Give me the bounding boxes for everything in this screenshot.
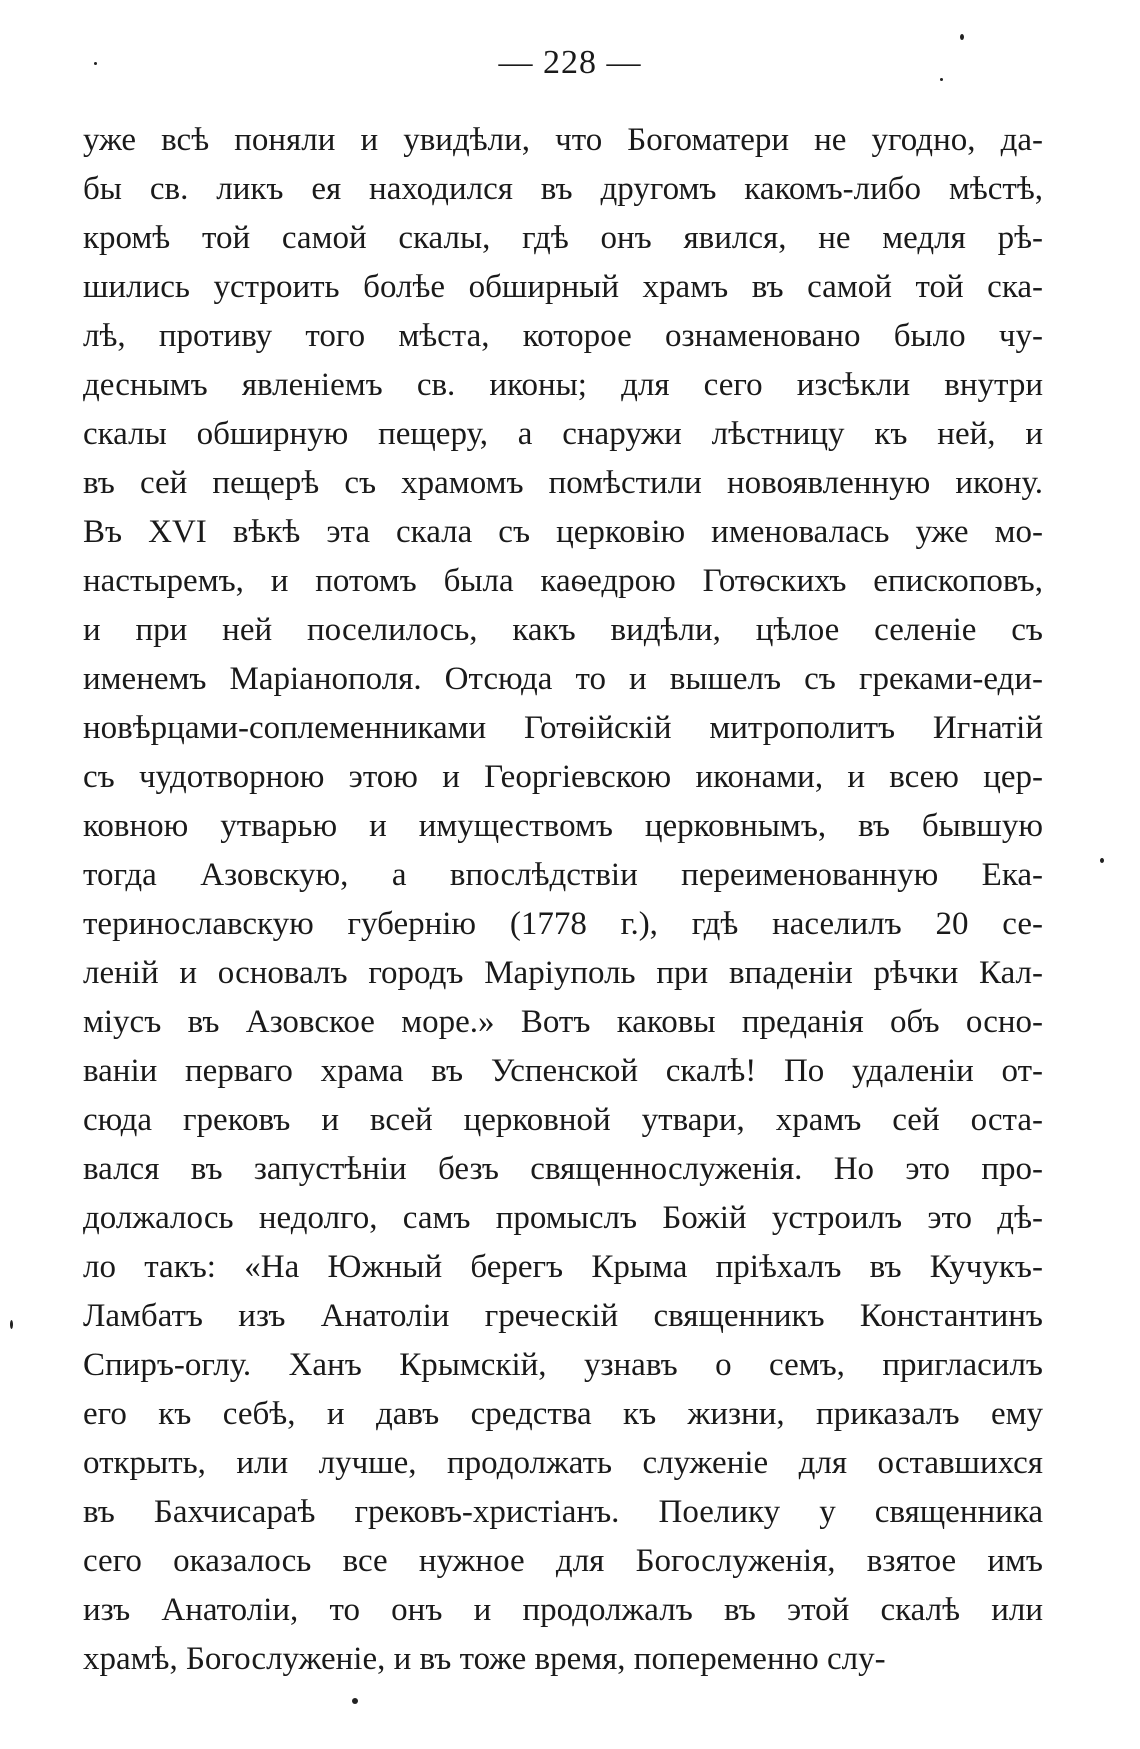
text-line: бы св. ликъ ея находился въ другомъ какомъ-либо мѣстѣ, <box>83 171 1043 207</box>
scan-speck <box>352 1698 358 1704</box>
text-line: его къ себѣ, и давъ средства къ жизни, приказалъ ему <box>83 1396 1043 1432</box>
text-line: новѣрцами-соплеменниками Готѳійскій митрополитъ Игнатій <box>83 710 1043 746</box>
scan-speck <box>10 1320 13 1329</box>
text-line: ло такъ: «На Южный берегъ Крыма пріѣхалъ въ Кучукъ- <box>83 1249 1043 1285</box>
page-number: — 228 — <box>498 44 642 81</box>
text-line: ковною утварью и имуществомъ церковнымъ, въ бывшую <box>83 808 1043 844</box>
text-line: Спиръ-оглу. Ханъ Крымскій, узнавъ о семъ, пригласилъ <box>83 1347 1043 1383</box>
text-line: кромѣ той самой скалы, гдѣ онъ явился, не медля рѣ- <box>83 220 1043 256</box>
scan-speck <box>960 34 964 40</box>
text-line: именемъ Маріанополя. Отсюда то и вышелъ съ греками-еди- <box>83 661 1043 697</box>
text-line: въ Бахчисараѣ грековъ-христіанъ. Поелику у священника <box>83 1494 1043 1530</box>
text-line: сюда грековъ и всей церковной утвари, храмъ сей оста- <box>83 1102 1043 1138</box>
text-line: тогда Азовскую, а впослѣдствіи переименованную Ека- <box>83 857 1043 893</box>
text-line: изъ Анатоліи, то онъ и продолжалъ въ этой скалѣ или <box>83 1592 1043 1628</box>
text-line: Въ XVI вѣкѣ эта скала съ церковію именовалась уже мо- <box>83 514 1043 550</box>
text-line: теринославскую губернію (1778 г.), гдѣ населилъ 20 се- <box>83 906 1043 942</box>
text-line: уже всѣ поняли и увидѣли, что Богоматери не угодно, да- <box>83 122 1043 158</box>
scan-speck <box>1100 858 1104 863</box>
text-line: скалы обширную пещеру, а снаружи лѣстницу къ ней, и <box>83 416 1043 452</box>
text-line: должалось недолго, самъ промыслъ Божій устроилъ это дѣ- <box>83 1200 1043 1236</box>
text-line: храмѣ, Богослуженіе, и въ тоже время, попеременно слу- <box>83 1641 886 1677</box>
body-text <box>83 116 1043 1684</box>
text-line: и при ней поселилось, какъ видѣли, цѣлое селеніе съ <box>83 612 1043 648</box>
text-line: въ сей пещерѣ съ храмомъ помѣстили новоявленную икону. <box>83 465 1043 501</box>
text-line: настыремъ, и потомъ была каѳедрою Готѳскихъ епископовъ, <box>83 563 1043 599</box>
text-line: сего оказалось все нужное для Богослуженія, взятое имъ <box>83 1543 1043 1579</box>
scan-speck <box>94 62 97 65</box>
text-line: лѣ, противу того мѣста, которое ознаменовано было чу- <box>83 318 1043 354</box>
text-line: ваніи перваго храма въ Успенской скалѣ! По удаленіи от- <box>83 1053 1043 1089</box>
text-line: съ чудотворною этою и Георгіевскою иконами, и всею цер- <box>83 759 1043 795</box>
text-line: деснымъ явленіемъ св. иконы; для сего изсѣкли внутри <box>83 367 1043 403</box>
text-line: Ламбатъ изъ Анатоліи греческій священникъ Константинъ <box>83 1298 1043 1334</box>
text-line: леній и основалъ городъ Маріуполь при впаденіи рѣчки Кал- <box>83 955 1043 991</box>
text-line: вался въ запустѣніи безъ священнослуженія. Но это про- <box>83 1151 1043 1187</box>
scan-speck <box>940 78 943 81</box>
text-line: открыть, или лучше, продолжать служеніе для оставшихся <box>83 1445 1043 1481</box>
text-line: шились устроить болѣе обширный храмъ въ самой той ска- <box>83 269 1043 305</box>
text-line: міусъ въ Азовское море.» Вотъ каковы преданія объ осно- <box>83 1004 1043 1040</box>
